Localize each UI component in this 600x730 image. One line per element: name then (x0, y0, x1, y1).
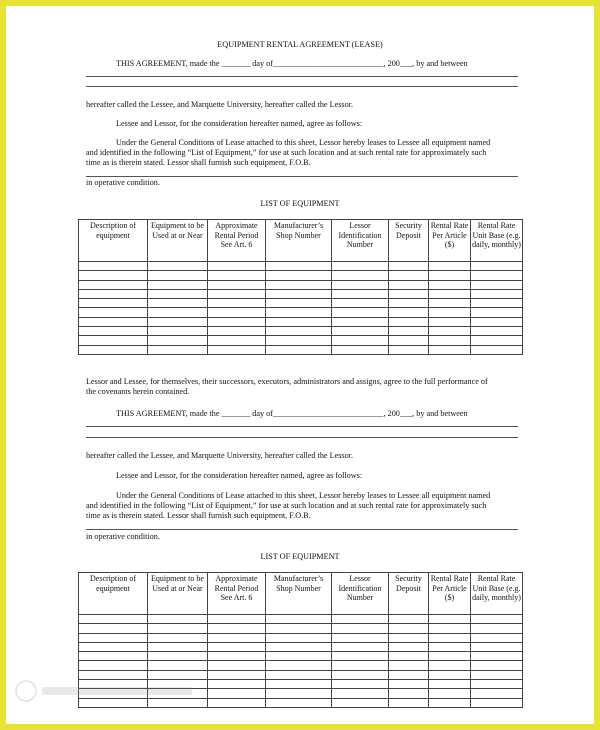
table-cell[interactable] (148, 327, 208, 336)
table-cell[interactable] (332, 289, 389, 298)
table-cell[interactable] (471, 289, 523, 298)
equipment-table (78, 219, 523, 355)
table-cell[interactable] (79, 661, 148, 670)
parties-line: hereafter called the Lessee, and Marquette University, hereafter called the Lessor. (86, 451, 354, 460)
table-cell[interactable] (148, 271, 208, 280)
table-cell[interactable] (429, 289, 471, 298)
table-cell[interactable] (389, 633, 429, 642)
table-row (79, 327, 523, 336)
table-cell[interactable] (208, 670, 266, 679)
table-row (79, 345, 523, 354)
table-cell[interactable] (429, 308, 471, 317)
table-cell[interactable] (148, 642, 208, 651)
table-cell[interactable] (266, 308, 332, 317)
table-cell[interactable] (471, 689, 523, 698)
table-cell[interactable] (148, 308, 208, 317)
table-row (79, 633, 523, 642)
table-cell[interactable] (266, 327, 332, 336)
table-cell[interactable] (208, 271, 266, 280)
document-page (6, 6, 594, 724)
table-cell[interactable] (429, 271, 471, 280)
table-cell[interactable] (332, 661, 389, 670)
table-cell[interactable] (471, 271, 523, 280)
table-row (79, 280, 523, 289)
table-cell[interactable] (389, 299, 429, 308)
col-header-rental-rate: Rental Rate Per Article ($) (429, 220, 471, 262)
col-header-description: Description of equipment (79, 220, 148, 262)
consideration-line: Lessee and Lessor, for the consideration hereafter named, agree as follows: (116, 119, 363, 128)
parties-line: hereafter called the Lessee, and Marquette University, hereafter called the Lessor. (86, 100, 354, 109)
table-cell[interactable] (208, 633, 266, 642)
table-cell[interactable] (208, 317, 266, 326)
operative-condition: in operative condition. (86, 532, 160, 541)
table-cell[interactable] (389, 289, 429, 298)
table-cell[interactable] (148, 336, 208, 345)
col-header-description: Description of equipment (79, 573, 148, 615)
table-cell[interactable] (332, 327, 389, 336)
covenant-line: the covenants herein contained. (86, 387, 190, 396)
table-cell[interactable] (332, 689, 389, 698)
watermark-logo-icon (14, 678, 204, 704)
col-header-security-deposit: Security Deposit (389, 573, 429, 615)
table-cell[interactable] (208, 642, 266, 651)
table-cell[interactable] (429, 652, 471, 661)
table-cell[interactable] (208, 327, 266, 336)
table-cell[interactable] (389, 615, 429, 624)
table-cell[interactable] (148, 633, 208, 642)
table-cell[interactable] (266, 345, 332, 354)
table-cell[interactable] (471, 642, 523, 651)
table-cell[interactable] (79, 345, 148, 354)
table-cell[interactable] (429, 670, 471, 679)
table-cell[interactable] (389, 280, 429, 289)
table-cell[interactable] (429, 280, 471, 289)
col-header-shop-number: Manufacturer’s Shop Number (266, 573, 332, 615)
blank-rule (86, 76, 518, 77)
conditions-line: time as is therein stated. Lessor shall furnish such equipment, F.O.B. (86, 158, 311, 167)
table-cell[interactable] (389, 308, 429, 317)
table-cell[interactable] (471, 345, 523, 354)
table-cell[interactable] (148, 345, 208, 354)
table-cell[interactable] (208, 336, 266, 345)
table-cell[interactable] (266, 633, 332, 642)
table-cell[interactable] (429, 689, 471, 698)
table-cell[interactable] (208, 308, 266, 317)
table-cell[interactable] (208, 624, 266, 633)
table-cell[interactable] (266, 262, 332, 271)
table-cell[interactable] (266, 299, 332, 308)
table-cell[interactable] (389, 336, 429, 345)
table-cell[interactable] (79, 615, 148, 624)
table-row (79, 299, 523, 308)
table-row (79, 317, 523, 326)
table-cell[interactable] (471, 299, 523, 308)
table-cell[interactable] (79, 642, 148, 651)
table-cell[interactable] (429, 642, 471, 651)
table-cell[interactable] (332, 652, 389, 661)
table-cell[interactable] (389, 345, 429, 354)
table-cell[interactable] (389, 642, 429, 651)
table-cell[interactable] (266, 317, 332, 326)
table-cell[interactable] (389, 262, 429, 271)
table-cell[interactable] (208, 680, 266, 689)
table-cell[interactable] (471, 680, 523, 689)
table-cell[interactable] (266, 652, 332, 661)
table-cell[interactable] (266, 289, 332, 298)
table-cell[interactable] (429, 633, 471, 642)
blank-rule (86, 529, 518, 530)
document-title: EQUIPMENT RENTAL AGREEMENT (LEASE) (217, 40, 383, 49)
table-cell[interactable] (79, 652, 148, 661)
operative-condition: in operative condition. (86, 178, 160, 187)
table-cell[interactable] (471, 280, 523, 289)
table-cell[interactable] (429, 327, 471, 336)
table-cell[interactable] (208, 289, 266, 298)
conditions-line: time as is therein stated. Lessor shall furnish such equipment, F.O.B. (86, 511, 311, 520)
table-cell[interactable] (79, 317, 148, 326)
col-header-location: Equipment to be Used at or Near (148, 573, 208, 615)
table-cell[interactable] (208, 698, 266, 707)
conditions-line: Under the General Conditions of Lease attached to this sheet, Lessor hereby leases to Lessee all equipment named (116, 491, 491, 500)
table-cell[interactable] (389, 327, 429, 336)
table-cell[interactable] (389, 317, 429, 326)
col-header-unit-base: Rental Rate Unit Base (e.g. daily, monthly) (471, 220, 523, 262)
table-cell[interactable] (148, 661, 208, 670)
table-cell[interactable] (208, 652, 266, 661)
consideration-line: Lessee and Lessor, for the consideration hereafter named, agree as follows: (116, 471, 363, 480)
col-header-shop-number: Manufacturer’s Shop Number (266, 220, 332, 262)
table-cell[interactable] (208, 689, 266, 698)
table-cell[interactable] (266, 271, 332, 280)
covenant-line: Lessor and Lessee, for themselves, their successors, executors, administrators and assigns, agree to the full performance of (86, 377, 488, 386)
table-cell[interactable] (429, 336, 471, 345)
conditions-line: and identified in the following “List of Equipment,” for use at such location and at such rental rate for approximately such (86, 501, 487, 510)
table-cell[interactable] (266, 680, 332, 689)
col-header-rental-period: Approximate Rental Period See Art. 6 (208, 220, 266, 262)
table-cell[interactable] (148, 262, 208, 271)
blank-rule (86, 86, 518, 87)
table-cell[interactable] (332, 280, 389, 289)
table-cell[interactable] (389, 271, 429, 280)
agreement-line: THIS AGREEMENT, made the _______ day of___________________________, 200___, by and between (116, 409, 468, 418)
table-cell[interactable] (266, 670, 332, 679)
table-cell[interactable] (79, 308, 148, 317)
table-cell[interactable] (429, 345, 471, 354)
table-cell[interactable] (148, 624, 208, 633)
table-cell[interactable] (332, 680, 389, 689)
table-cell[interactable] (79, 327, 148, 336)
table-cell[interactable] (471, 336, 523, 345)
table-cell[interactable] (79, 299, 148, 308)
table-cell[interactable] (471, 624, 523, 633)
conditions-line: Under the General Conditions of Lease attached to this sheet, Lessor hereby leases to Lessee all equipment named (116, 138, 491, 147)
table-cell[interactable] (332, 317, 389, 326)
table-cell[interactable] (266, 624, 332, 633)
table-cell[interactable] (148, 317, 208, 326)
col-header-unit-base: Rental Rate Unit Base (e.g. daily, monthly) (471, 573, 523, 615)
col-header-rental-period: Approximate Rental Period See Art. 6 (208, 573, 266, 615)
table-row (79, 262, 523, 271)
table-cell[interactable] (208, 661, 266, 670)
table-cell[interactable] (266, 642, 332, 651)
table-row (79, 336, 523, 345)
table-cell[interactable] (471, 633, 523, 642)
table-cell[interactable] (389, 670, 429, 679)
table-cell[interactable] (471, 615, 523, 624)
table-cell[interactable] (429, 615, 471, 624)
table-cell[interactable] (332, 308, 389, 317)
table-cell[interactable] (332, 262, 389, 271)
blank-rule (86, 176, 518, 177)
table-cell[interactable] (148, 652, 208, 661)
table-cell[interactable] (389, 661, 429, 670)
table-cell[interactable] (389, 689, 429, 698)
table-cell[interactable] (332, 345, 389, 354)
table-cell[interactable] (332, 299, 389, 308)
table-cell[interactable] (148, 289, 208, 298)
table-row (79, 661, 523, 670)
table-cell[interactable] (332, 615, 389, 624)
table-cell[interactable] (429, 624, 471, 633)
table-cell[interactable] (266, 336, 332, 345)
list-heading: LIST OF EQUIPMENT (260, 552, 340, 561)
table-row (79, 271, 523, 280)
table-row (79, 615, 523, 624)
table-cell[interactable] (266, 689, 332, 698)
table-cell[interactable] (332, 633, 389, 642)
table-cell[interactable] (332, 642, 389, 651)
table-cell[interactable] (429, 661, 471, 670)
table-cell[interactable] (429, 317, 471, 326)
table-cell[interactable] (429, 698, 471, 707)
table-cell[interactable] (208, 345, 266, 354)
table-cell[interactable] (471, 327, 523, 336)
list-heading: LIST OF EQUIPMENT (260, 199, 340, 208)
table-cell[interactable] (471, 262, 523, 271)
table-cell[interactable] (79, 271, 148, 280)
table-cell[interactable] (332, 336, 389, 345)
table-cell[interactable] (79, 633, 148, 642)
table-cell[interactable] (429, 299, 471, 308)
table-cell[interactable] (429, 262, 471, 271)
table-row (79, 624, 523, 633)
table-cell[interactable] (148, 299, 208, 308)
table-cell[interactable] (208, 280, 266, 289)
col-header-lessor-id: Lessor Identification Number (332, 220, 389, 262)
table-row (79, 308, 523, 317)
table-cell[interactable] (148, 280, 208, 289)
table-cell[interactable] (471, 661, 523, 670)
table-cell[interactable] (332, 670, 389, 679)
table-cell[interactable] (471, 670, 523, 679)
table-cell[interactable] (208, 615, 266, 624)
table-cell[interactable] (79, 280, 148, 289)
table-row (79, 652, 523, 661)
col-header-rental-rate: Rental Rate Per Article ($) (429, 573, 471, 615)
table-cell[interactable] (332, 624, 389, 633)
table-cell[interactable] (471, 652, 523, 661)
table-cell[interactable] (332, 271, 389, 280)
table-row (79, 642, 523, 651)
table-cell[interactable] (266, 280, 332, 289)
blank-rule (86, 426, 518, 427)
table-cell[interactable] (208, 299, 266, 308)
table-cell[interactable] (79, 289, 148, 298)
table-cell[interactable] (208, 262, 266, 271)
table-cell[interactable] (79, 624, 148, 633)
table-cell[interactable] (471, 698, 523, 707)
agreement-line: THIS AGREEMENT, made the _______ day of___________________________, 200___, by and between (116, 59, 468, 68)
table-cell[interactable] (389, 652, 429, 661)
table-cell[interactable] (266, 661, 332, 670)
table-cell[interactable] (471, 317, 523, 326)
table-cell[interactable] (429, 680, 471, 689)
blank-rule (86, 437, 518, 438)
table-cell[interactable] (389, 680, 429, 689)
table-cell[interactable] (266, 615, 332, 624)
col-header-location: Equipment to be Used at or Near (148, 220, 208, 262)
table-row (79, 289, 523, 298)
table-cell[interactable] (148, 615, 208, 624)
table-cell[interactable] (389, 624, 429, 633)
col-header-security-deposit: Security Deposit (389, 220, 429, 262)
col-header-lessor-id: Lessor Identification Number (332, 573, 389, 615)
table-cell[interactable] (79, 336, 148, 345)
conditions-line: and identified in the following “List of Equipment,” for use at such location and at such rental rate for approximately such (86, 148, 487, 157)
table-cell[interactable] (389, 698, 429, 707)
table-cell[interactable] (266, 698, 332, 707)
table-cell[interactable] (471, 308, 523, 317)
table-cell[interactable] (79, 262, 148, 271)
table-cell[interactable] (332, 698, 389, 707)
